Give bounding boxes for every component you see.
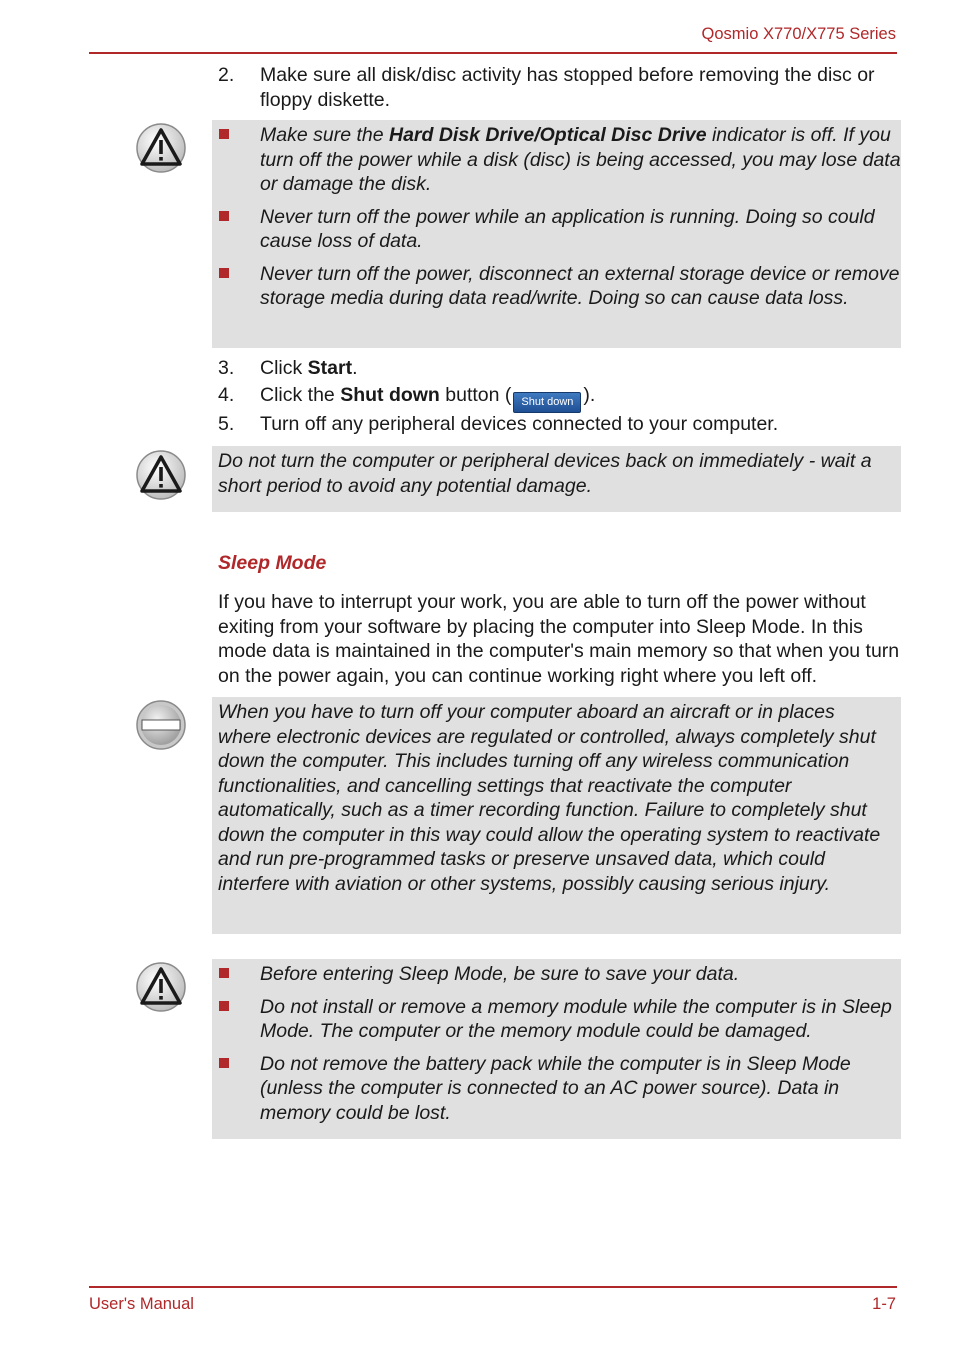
- caution-icon: [136, 962, 186, 1012]
- caution-icon: [136, 450, 186, 500]
- step-text: Click Start.: [260, 357, 358, 379]
- running-header: Qosmio X770/X775 Series: [701, 25, 896, 43]
- caution-text: Do not turn the computer or peripheral devices back on immediately - wait a short period to avoid any potential damage.: [218, 450, 872, 497]
- step-number: 3.: [218, 357, 235, 379]
- shut-down-button[interactable]: Shut down: [513, 392, 581, 413]
- step-text: Make sure all disk/disc activity has stopped before removing the disc or floppy diskette.: [260, 64, 875, 111]
- shut-down-label: Shut down: [340, 384, 440, 406]
- bullet-square-icon: [219, 211, 229, 221]
- step-number: 4.: [218, 384, 235, 406]
- header-rule: [89, 52, 897, 54]
- caution-note-1: [212, 120, 901, 348]
- bullet-square-icon: [219, 1001, 229, 1011]
- step-text: Click the Shut down button ( Shut down ).: [260, 383, 898, 413]
- footer-rule: [89, 1286, 897, 1288]
- caution-note-3: [212, 959, 901, 1139]
- step-2: [218, 63, 898, 112]
- bullet-square-icon: [219, 129, 229, 139]
- caution-icon: [136, 123, 186, 173]
- warning-text: When you have to turn off your computer aboard an aircraft or in places where electronic devices are regulated or controlled, always completely shut down the computer. This includes turning off any wireless communication functionalities, and cancelling settings that reactivate the computer automatically, such as a timer recording function. Failure to completely shut down the computer in this way could allow the operating system to reactivate and run pre-programmed tasks or preserve unsaved data, which could interfere with aviation or other systems, possibly causing serious injury.: [218, 701, 881, 895]
- start-label: Start: [307, 357, 353, 379]
- caution-item: Before entering Sleep Mode, be sure to save your data.: [212, 962, 901, 987]
- step-4: [218, 383, 898, 413]
- caution-note-2: [212, 446, 901, 512]
- step-text: Turn off any peripheral devices connected to your computer.: [260, 413, 779, 435]
- caution-item: Do not remove the battery pack while the computer is in Sleep Mode (unless the computer is connected to an AC power source). Data in memory could be lost.: [212, 1052, 901, 1126]
- bullet-square-icon: [219, 968, 229, 978]
- page-number: 1-7: [872, 1295, 896, 1313]
- prohibited-icon: [136, 700, 186, 750]
- section-title: Sleep Mode: [218, 552, 327, 574]
- warning-note: [212, 697, 901, 934]
- footer-manual-title: User's Manual: [89, 1295, 194, 1313]
- step-number: 2.: [218, 64, 235, 86]
- step-5: [218, 412, 898, 437]
- caution-item: Do not install or remove a memory module while the computer is in Sleep Mode. The computer or the memory module could be damaged.: [212, 995, 901, 1044]
- step-number: 5.: [218, 413, 235, 435]
- bullet-square-icon: [219, 268, 229, 278]
- caution-item: Make sure the Hard Disk Drive/Optical Disc Drive indicator is off. If you turn off the power while a disk (disc) is being accessed, you may lose data or damage the disk.: [212, 123, 901, 197]
- bullet-square-icon: [219, 1058, 229, 1068]
- body-paragraph: If you have to interrupt your work, you are able to turn off the power without exiting from your software by placing the computer into Sleep Mode. In this mode data is maintained in the computer's main memory so that when you turn on the power again, you can continue working right where you left off.: [218, 591, 900, 687]
- step-3: [218, 356, 898, 381]
- caution-item: Never turn off the power, disconnect an external storage device or remove storage media during data read/write. Doing so can cause data loss.: [212, 262, 901, 311]
- caution-item: Never turn off the power while an application is running. Doing so could cause loss of data.: [212, 205, 901, 254]
- hdd-indicator-name: Hard Disk Drive/Optical Disc Drive: [388, 124, 707, 146]
